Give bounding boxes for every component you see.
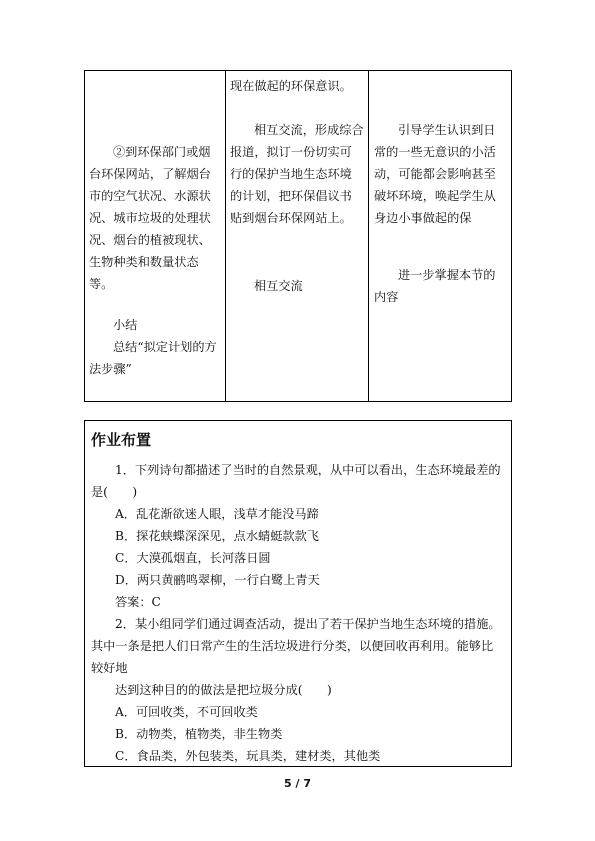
option-2b: B．动物类，植物类，非生物类 bbox=[115, 727, 283, 741]
answer-1: 答案：C bbox=[115, 595, 161, 609]
lesson-table bbox=[84, 70, 512, 402]
awareness-text: 现在做起的环保意识。 bbox=[230, 79, 352, 93]
column-divider bbox=[225, 71, 226, 401]
exchange-text: 相互交流 bbox=[254, 279, 303, 293]
option-1a: A．乱花渐欲迷人眼，浅草才能没马蹄 bbox=[115, 507, 319, 521]
design-intent-cell bbox=[374, 119, 506, 308]
option-2c: C．食品类，外包装类，玩具类，建材类，其他类 bbox=[115, 749, 381, 763]
guidance-text: 引导学生认识到日常的一些无意识的小活动，可能都会影响甚至破坏环境，唤起学生从身边小事做起的保 bbox=[374, 123, 496, 225]
homework-box bbox=[84, 420, 512, 767]
exchange-plan-text: 相互交流，形成综合报道，拟订一份切实可行的保护当地生态环境的计划，把环保倡议书贴到烟台环保网站上。 bbox=[230, 123, 364, 225]
question-2: 2．某小组同学们通过调查活动，提出了若干保护当地生态环境的措施。其中一条是把人们日常产生的生活垃圾进行分类，以便回收再利用。能够比较好地 bbox=[91, 617, 501, 675]
summary-text: 总结“拟定计划的方法步骤” bbox=[89, 340, 217, 376]
option-1c: C．大漠孤烟直，长河落日圆 bbox=[115, 551, 271, 565]
class-activity-cell bbox=[230, 75, 364, 297]
student-activity-cell bbox=[89, 141, 219, 380]
option-1b: B．探花蛱蝶深深见，点水蜻蜓款款飞 bbox=[115, 529, 319, 543]
mastery-text: 进一步掌握本节的内容 bbox=[374, 268, 496, 304]
column-divider bbox=[368, 71, 369, 401]
summary-heading: 小结 bbox=[113, 318, 138, 332]
option-2a: A．可回收类，不可回收类 bbox=[115, 705, 258, 719]
survey-task-text: ②到环保部门或烟台环保网站，了解烟台市的空气状况、水源状况、城市垃圾的处理状况、烟台的植被现状、生物种类和数量状态等。 bbox=[89, 145, 211, 291]
homework-body bbox=[91, 459, 505, 767]
question-1: 1．下列诗句都描述了当时的自然景观，从中可以看出，生态环境最差的是( ) bbox=[91, 463, 501, 499]
page-number: 5 / 7 bbox=[284, 777, 311, 790]
homework-title: 作业布置 bbox=[91, 431, 152, 449]
option-1d: D．两只黄鹂鸣翠柳，一行白鹭上青天 bbox=[115, 573, 320, 587]
question-2-continued: 达到这种目的的做法是把垃圾分成( ) bbox=[115, 683, 332, 697]
